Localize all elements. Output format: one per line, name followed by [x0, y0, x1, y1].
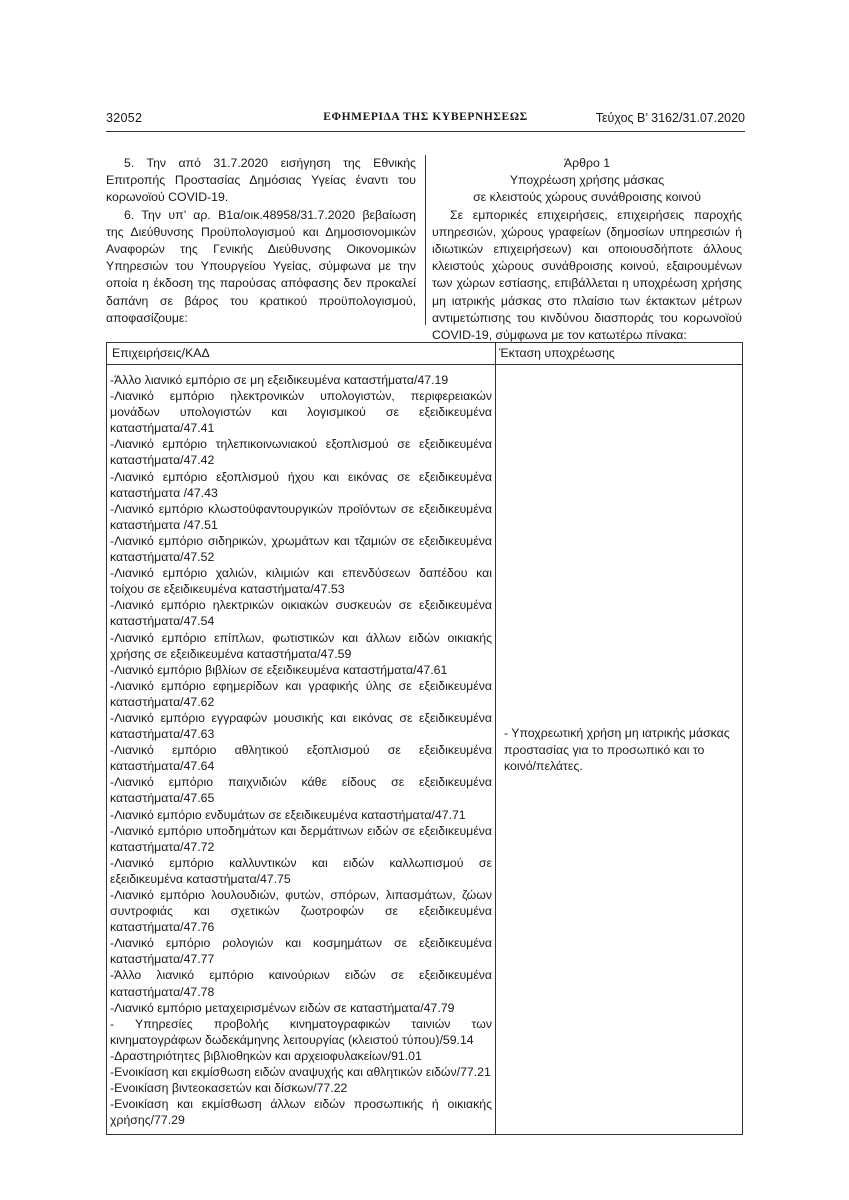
article-title-line-2: σε κλειστούς χώρους συνάθροισης κοινού	[473, 190, 701, 205]
list-item: -Λιανικό εμπόριο επίπλων, φωτιστικών και άλλων ειδών οικιακής χρήσης σε εξειδικευμένα καταστήματα/47.59	[110, 630, 492, 661]
table-row	[107, 365, 743, 1135]
list-item: -Λιανικό εμπόριο μεταχειρισμένων ειδών σε καταστήματα/47.79	[110, 1000, 455, 1015]
column-divider	[425, 155, 426, 325]
list-item: -Λιανικό εμπόριο παιχνιδιών κάθε είδους σε εξειδικευμένα καταστήματα/47.65	[110, 775, 492, 806]
list-item: -Λιανικό εμπόριο ηλεκτρονικών υπολογιστών, περιφερειακών μονάδων υπολογιστών και λογισμικού σε εξειδικευμένα καταστήματα/47.41	[110, 389, 492, 436]
left-column	[106, 155, 416, 327]
list-item: -Λιανικό εμπόριο χαλιών, κιλιμιών και επενδύσεων δαπέδου και τοίχου σε εξειδικευμένα καταστήματα/47.53	[110, 566, 492, 597]
issue-number: Τεύχος Β’ 3162/31.07.2020	[595, 111, 745, 125]
list-item: -Λιανικό εμπόριο κλωστοϋφαντουργικών προϊόντων σε εξειδικευμένα καταστήματα /47.51	[110, 501, 492, 532]
page-header	[106, 109, 745, 131]
list-item: -Άλλο λιανικό εμπόριο καινούριων ειδών σε εξειδικευμένα καταστήματα/47.78	[110, 968, 492, 999]
article-title-line-1: Υποχρέωση χρήσης μάσκας	[509, 173, 665, 188]
list-item: -Λιανικό εμπόριο εγγραφών μουσικής και εικόνας σε εξειδικευμένα καταστήματα/47.63	[110, 710, 492, 742]
list-item: -Λιανικό εμπόριο υποδημάτων και δερμάτινων ειδών σε εξειδικευμένα καταστήματα/47.72	[110, 823, 492, 854]
list-item: -Λιανικό εμπόριο ηλεκτρικών οικιακών συσκευών σε εξειδικευμένα καταστήματα/47.54	[110, 598, 492, 629]
publication-title: ΕΦΗΜΕΡΙΔΑ ΤΗΣ ΚΥΒΕΡΝΗΣΕΩΣ	[323, 111, 528, 123]
list-item: -Λιανικό εμπόριο αθλητικού εξοπλισμού σε εξειδικευμένα καταστήματα/47.64	[110, 743, 492, 774]
list-item: -Λιανικό εμπόριο ρολογιών και κοσμημάτων σε εξειδικευμένα καταστήματα/47.77	[110, 936, 492, 967]
list-item: - Υπηρεσίες προβολής κινηματογραφικών ταινιών των κινηματογράφων δωδεκάμηνης λειτουργίας (κλειστού τύπου)/59.14	[110, 1016, 492, 1047]
list-item: -Λιανικό εμπόριο σιδηρικών, χρωμάτων και τζαμιών σε εξειδικευμένα καταστήματα/47.52	[110, 533, 492, 565]
list-item: -Λιανικό εμπόριο τηλεπικοινωνιακού εξοπλισμού σε εξειδικευμένα καταστήματα/47.42	[110, 437, 492, 468]
list-item: -Ενοικίαση και εκμίσθωση άλλων ειδών προσωπικής ή οικιακής χρήσης/77.29	[110, 1097, 492, 1128]
list-item: -Άλλο λιανικό εμπόριο σε μη εξειδικευμένα καταστήματα/47.19	[110, 373, 449, 387]
list-item: -Δραστηριότητες βιβλιοθηκών και αρχειοφυλακείων/91.01	[110, 1048, 422, 1063]
list-item: -Ενοικίαση και εκμίσθωση ειδών αναψυχής και αθλητικών ειδών/77.21	[110, 1065, 491, 1080]
header-rule	[106, 131, 745, 132]
page-number: 32052	[106, 111, 143, 125]
business-table	[106, 342, 743, 1135]
list-item: -Λιανικό εμπόριο εξοπλισμού ήχου και εικόνας σε εξειδικευμένα καταστήματα /47.43	[110, 469, 492, 500]
recital-5: 5. Την από 31.7.2020 εισήγηση της Εθνικής Επιτροπής Προστασίας Δημόσιας Υγείας έναντι του κορωνοϊού COVID-19.	[106, 156, 416, 205]
list-item: -Λιανικό εμπόριο λουλουδιών, φυτών, σπόρων, λιπασμάτων, ζώων συντροφιάς και σχετικών ζωοτροφών σε εξειδικευμένα καταστήματα/47.76	[110, 888, 492, 935]
column-header-obligation: Έκταση υποχρέωσης	[496, 343, 743, 365]
obligation-cell: - Υποχρεωτική χρήση μη ιατρικής μάσκας προστασίας για το προσωπικό και το κοινό/πελάτες.	[496, 365, 743, 1135]
right-column	[432, 155, 742, 344]
article-body: Σε εμπορικές επιχειρήσεις, επιχειρήσεις παροχής υπηρεσιών, χώρους γραφείων (δημοσίων υπηρεσιών ή ιδιωτικών επιχειρήσεων) και οποιουσδήποτε άλλους κλειστούς χώρους συνάθροισης κοινού, εξαιρουμένων των χώρων εστίασης, επιβάλλεται η υποχρέωση χρήσης μη ιατρικής μάσκας στο πλαίσιο των έκτακτων μέτρων αντιμετώπισης του κινδύνου διασποράς του κορωνοϊού COVID-19, σύμφωνα με τον κατωτέρω πίνακα:	[432, 207, 742, 343]
article-number: Άρθρο 1	[563, 156, 611, 170]
recital-6: 6. Την υπ’ αρ. Β1α/οικ.48958/31.7.2020 βεβαίωση της Διεύθυνσης Προϋπολογισμού και Δημοσιονομικών Αναφορών της Γενικής Διεύθυνσης Οικονομικών Υπηρεσιών του Υπουργείου Υγείας, σύμφωνα με την οποία η έκδοση της παρούσας απόφασης δεν προκαλεί δαπάνη σε βάρος του κρατικού προϋπολογισμού, αποφασίζουμε:	[106, 207, 416, 325]
column-header-businesses: Επιχειρήσεις/ΚΑΔ	[107, 343, 496, 365]
list-item: -Λιανικό εμπόριο εφημερίδων και γραφικής ύλης σε εξειδικευμένα καταστήματα/47.62	[110, 678, 492, 709]
list-item: -Ενοικίαση βιντεοκασετών και δίσκων/77.22	[110, 1081, 348, 1096]
list-item: -Λιανικό εμπόριο βιβλίων σε εξειδικευμένα καταστήματα/47.61	[110, 662, 448, 677]
list-item: -Λιανικό εμπόριο καλλυντικών και ειδών καλλωπισμού σε εξειδικευμένα καταστήματα/47.75	[110, 855, 492, 886]
list-item: -Λιανικό εμπόριο ενδυμάτων σε εξειδικευμένα καταστήματα/47.71	[110, 807, 466, 822]
table-header-row	[107, 343, 743, 365]
business-list	[107, 365, 496, 1135]
